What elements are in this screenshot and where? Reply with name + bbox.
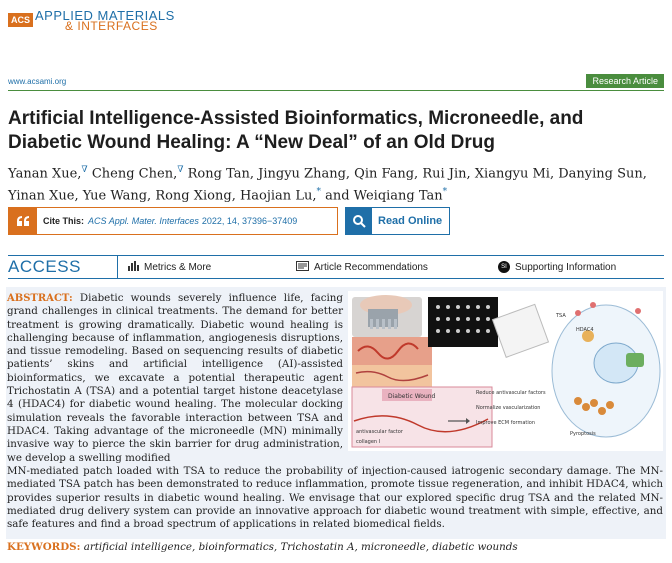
- access-bar: [8, 255, 664, 279]
- article-type-badge: Research Article: [586, 74, 664, 88]
- antivascular-label: antivascular factor: [356, 429, 403, 435]
- acs-badge: ACS: [8, 13, 33, 27]
- supporting-info-label: Supporting Information: [515, 261, 617, 273]
- bar-chart-icon: [128, 261, 139, 274]
- cite-details[interactable]: 2022, 14, 37396−37409: [201, 216, 298, 226]
- cite-this-button[interactable]: [8, 207, 338, 235]
- tsa-label: TSA: [556, 313, 566, 319]
- author-mark: *: [316, 187, 321, 198]
- journal-name-line2: & INTERFACES: [65, 19, 158, 33]
- recommendations-label: Article Recommendations: [314, 262, 428, 273]
- keywords: [7, 541, 663, 553]
- article-title: Artificial Intelligence-Assisted Bioinformatics, Microneedle, and Diabetic Wound Healing: A “New Deal” of an Old Drug: [8, 108, 584, 153]
- author-name[interactable]: Cheng Chen,: [91, 166, 178, 182]
- read-online-label: Read Online: [378, 215, 443, 227]
- read-online-button[interactable]: [345, 207, 450, 235]
- author-name[interactable]: and Weiqiang Tan: [325, 188, 443, 204]
- journal-name: [35, 10, 175, 32]
- hdac4-label: HDAC4: [576, 327, 594, 333]
- header-divider: [8, 90, 664, 91]
- collagen-label: collagen I: [356, 439, 381, 445]
- access-label: ACCESS: [8, 256, 118, 278]
- abstract-body-part1: Diabetic wounds severely influence life, facing grand challenges in clinical treatments. The demand for better treatment is growing dramatically. Diabetic wound healing is challenging because of inflammation, angiogenesis disruptions, and tissue remodeling. Based on sequencing results of diabetic patients’ skins and artificial intelligence (AI)-assisted bioinformatics, we excavate a potential therapeutic agent Trichostatin A (TSA) and a potential target histone deacetylase 4 (HDAC4) for diabetic wound healing. The molecular docking simulation reveals the favorable interaction between TSA and HDAC4. Taking advantage of the microneedle (MN) minimally invasive way to pierce the skin barrier for drug administration, we develop a swelling modified: [7, 292, 343, 464]
- abstract-text: [7, 292, 343, 465]
- author-mark: ∇: [81, 165, 88, 175]
- pyroptosis-label: Pyroptosis: [570, 431, 596, 437]
- quote-icon: [9, 208, 37, 234]
- article-list-icon: [296, 261, 309, 274]
- supporting-info-icon: SI: [498, 261, 510, 273]
- cite-label: Cite This:: [43, 216, 85, 226]
- reduce-label: Reduce antivascular factors: [476, 390, 546, 396]
- keywords-list: artificial intelligence, bioinformatics, Trichostatin A, microneedle, diabetic wounds: [83, 541, 518, 553]
- normalize-label: Normalize vascularization: [476, 405, 541, 411]
- journal-url[interactable]: www.acsami.org: [8, 77, 67, 86]
- abstract-label: ABSTRACT:: [7, 293, 73, 304]
- author-name[interactable]: Yanan Xue,: [8, 166, 82, 182]
- graphical-abstract[interactable]: [348, 291, 663, 451]
- keywords-label: KEYWORDS:: [7, 541, 81, 553]
- author-name[interactable]: Rong Tan, Jingyu Zhang, Qin Fang, Rui Jin, Xiangyu Mi, Danying Sun, Yinan Xue, Yue Wang, Rong Xiong, Haojian Lu,: [8, 166, 647, 204]
- abstract-continuation: MN-mediated patch loaded with TSA to reduce the probability of injection-caused iatrogenic secondary damage. The MN-mediated TSA patch has been demonstrated to reduce inflammation, promote tissue regeneration, and inhibit HDAC4, which provides superior results in diabetic wound healing. We envisage that our explored specific drug TSA and the related MN-mediated drug delivery system can provide an innovative approach for diabetic wound treatment with simple, effective, and safe features and find a broad spectrum of applications in related biomedical fields.: [7, 465, 663, 531]
- author-mark: *: [442, 187, 448, 198]
- author-mark: ∇: [177, 165, 184, 175]
- metrics-label: Metrics & More: [144, 262, 212, 273]
- journal-header: [8, 10, 175, 32]
- cite-journal[interactable]: ACS Appl. Mater. Interfaces: [88, 216, 199, 226]
- journal-name-line1: APPLIED MATERIALS: [35, 8, 175, 23]
- author-list: [8, 161, 658, 206]
- metrics-link[interactable]: [128, 261, 211, 274]
- magnifier-icon: [346, 208, 372, 234]
- supporting-info-link[interactable]: [498, 261, 616, 273]
- improve-label: Improve ECM formation: [476, 420, 536, 426]
- wound-label: Diabetic Wound: [388, 393, 436, 400]
- recommendations-link[interactable]: [296, 261, 428, 274]
